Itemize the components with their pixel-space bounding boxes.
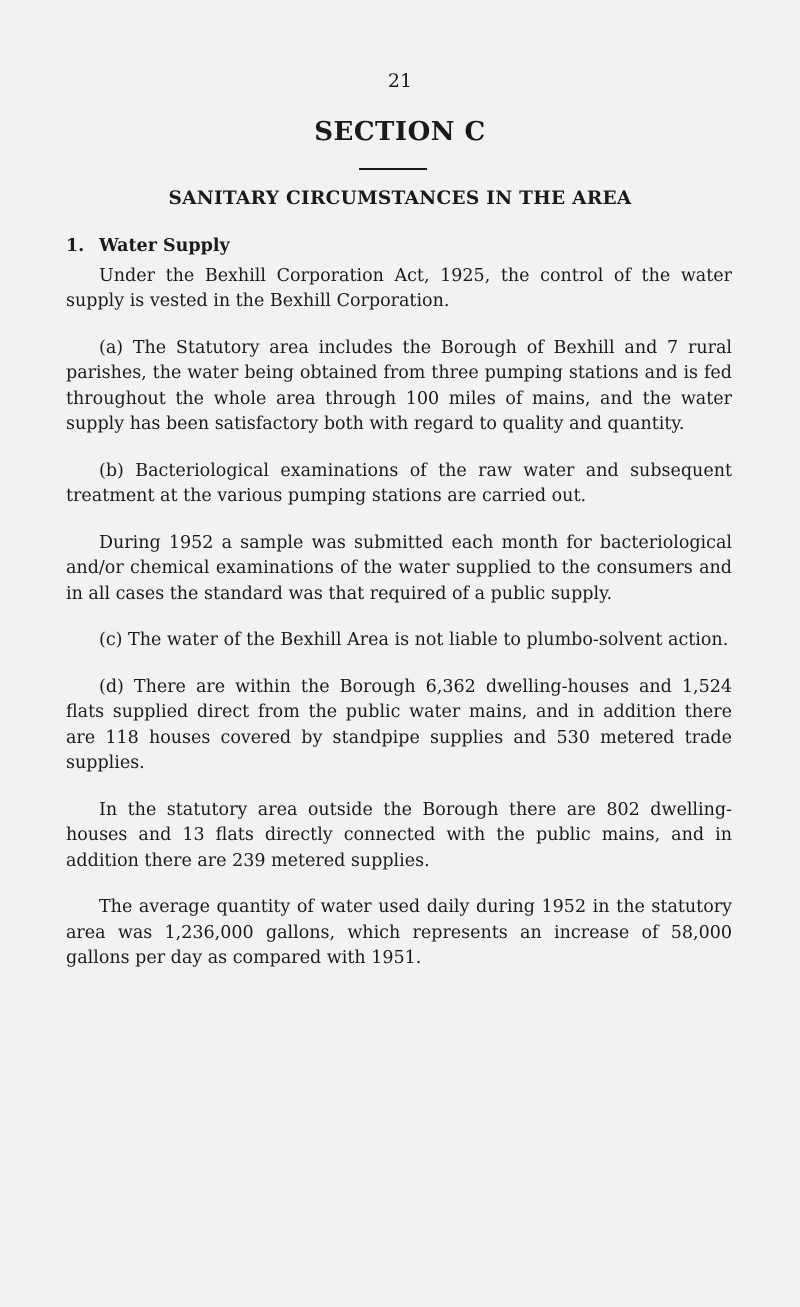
paragraph-samples: During 1952 a sample was submitted each month for bacteriological and/or chemical examinations of the water supplied to the consumers and in all cases the standard was that required of a public supply. <box>66 532 732 604</box>
section-subtitle: SANITARY CIRCUMSTANCES IN THE AREA <box>168 188 632 209</box>
paragraph-b: (b) Bacteriological examinations of the raw water and subsequent treatment at the various pumping stations are carried out. <box>66 460 732 506</box>
heading-water-supply <box>66 234 732 260</box>
title-divider <box>359 168 427 170</box>
paragraph-intro: Under the Bexhill Corporation Act, 1925, the control of the water supply is vested in the Bexhill Corporation. <box>66 265 732 311</box>
heading-title: Water Supply <box>99 236 230 256</box>
page-number: 21 <box>387 70 413 92</box>
paragraph-c: (c) The water of the Bexhill Area is not liable to plumbo-solvent action. <box>99 630 729 650</box>
paragraph-average-quantity: The average quantity of water used daily during 1952 in the statutory area was 1,236,000 gallons, which represents an increase of 58,000 gallons per day as compared with 1951. <box>66 897 732 968</box>
paragraph-d: (d) There are within the Borough 6,362 dwelling-houses and 1,524 flats supplied direct from the public water mains, and in addition there are 118 houses covered by standpipe supplies and 530 metered trade supplies. <box>66 676 732 773</box>
paragraph-outside-borough: In the statutory area outside the Borough there are 802 dwelling-houses and 13 flats directly connected with the public mains, and in addition there are 239 metered supplies. <box>66 799 732 871</box>
body-text <box>66 234 732 993</box>
paragraph-a: (a) The Statutory area includes the Borough of Bexhill and 7 rural parishes, the water being obtained from three pumping stations and is fed throughout the whole area through 100 miles of mains, and the water supply has been satisfactory both with regard to quality and quantity. <box>66 337 732 434</box>
heading-number: 1. <box>66 236 85 256</box>
section-title: SECTION C <box>314 117 486 147</box>
